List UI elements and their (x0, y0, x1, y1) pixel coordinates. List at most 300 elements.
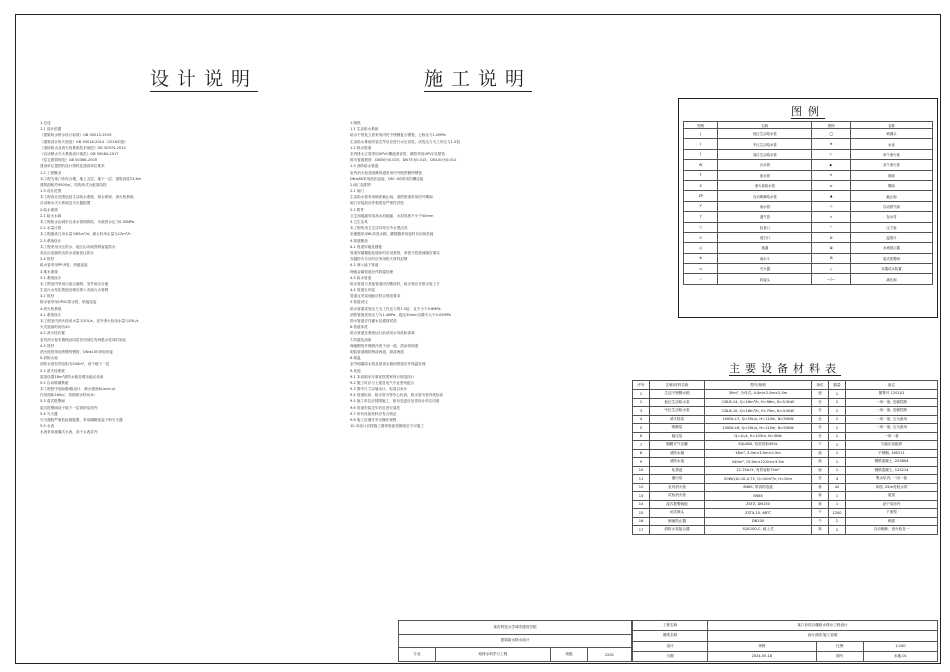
equipment-row (633, 458, 938, 467)
note-line: 消火栓管采用热镀锌钢管，DN≤100采用丝接 (40, 349, 113, 354)
note-line: 生活给水系统安装完毕后应进行水压试验，试验压力为工作压力1.5倍 (350, 139, 460, 144)
legend-label: 污水管 (718, 160, 812, 170)
equipment-cell: 中区生活给水泵 (650, 407, 705, 416)
legend-symbol: X (684, 180, 718, 190)
legend-symbol: ZP (684, 191, 718, 201)
legend-label: 末端试水装置 (850, 264, 932, 274)
equipment-cell: 1 (829, 458, 846, 467)
legend-symbol: ⊕ (684, 253, 718, 263)
legend-label: 闸阀 (850, 170, 932, 180)
note-line: 建设单位提供的设计资料及建设单位要求 (40, 164, 105, 169)
legend-row (684, 139, 933, 149)
legend-table (683, 121, 933, 285)
note-line: 2.1 阀门 (350, 189, 365, 194)
note-line: 8.保温 (350, 356, 361, 361)
equipment-cell: 集水坑内, 一用一备 (846, 475, 938, 484)
legend-symbol: W (684, 160, 718, 170)
note-line: 排水管采用UPVC排水管，粘接连接 (40, 300, 97, 305)
note-line: 本工程按中危险级Ⅰ级设计，喷水强度6L/min·㎡ (40, 387, 116, 392)
legend-symbol: ○ (684, 222, 718, 232)
equipment-cell: 一用一备 (846, 432, 938, 441)
note-line: 4.1 系统设计 (40, 312, 62, 317)
legend-symbol: ▭ (684, 264, 718, 274)
equipment-cell: 8 (633, 449, 650, 458)
equipment-cell: 铜质 (846, 517, 938, 526)
equipment-cell: 15 (633, 509, 650, 518)
note-line: 管道穿越楼板及墙体时应设套管，套管与管道间隙应填实 (350, 250, 440, 255)
note-line: DN≤80采用丝扣连接，DN＞80采用沟槽连接 (350, 176, 424, 181)
equipment-row (633, 466, 938, 475)
note-line: 3.2 管材 (40, 294, 55, 299)
equipment-cell: 17 (633, 526, 650, 535)
project-label: 工程名称 (633, 621, 708, 631)
equipment-cell: 倒流防止器 (650, 517, 705, 526)
equipment-cell: 13 (633, 492, 650, 501)
note-line: 4.2 消火栓布置 (40, 331, 65, 336)
note-line: 9.3 图中尺寸以毫米计，标高以米计 (350, 387, 408, 392)
equipment-cell: 一用一备, 互为备用 (846, 415, 938, 424)
note-line: 9.4 管道标高：给水管为管中心标高，排水管为管内底标高 (350, 393, 444, 398)
design-notes-heading: 设计说明 (150, 64, 258, 92)
equipment-cell: 屋顶 (846, 492, 938, 501)
note-line: 明装管道刷防锈漆两道，面漆两道 (350, 349, 404, 354)
legend-symbol: J (684, 129, 718, 139)
equipment-cell: 7 (633, 441, 650, 450)
legend-row (684, 243, 933, 253)
note-line: 1.3 消防给水管道 (350, 164, 379, 169)
note-line: 4.1 管道穿墙及楼板 (350, 244, 383, 249)
note-line: 给水管采用PP-R管，热熔连接 (40, 263, 88, 268)
note-line: 2.1 给水水源 (40, 213, 62, 218)
legend-symbol: —|— (812, 274, 850, 284)
equipment-cell: 6 (633, 432, 650, 441)
legend-symbol: ⊙ (684, 232, 718, 242)
equipment-row (633, 449, 938, 458)
note-line: 生活污水经化粪池处理后排入市政污水管网 (40, 288, 109, 293)
legend-symbol: ∽ (684, 274, 718, 284)
note-line: 5.管道试压 (350, 300, 368, 305)
construction-notes-text (350, 120, 620, 610)
equipment-cell: 台 (812, 432, 829, 441)
equipment-cell: 试验消火栓 (650, 492, 705, 501)
note-line: 本工程室内消火栓用水量为20L/s，室外消火栓用水量为25L/s (40, 319, 139, 323)
equipment-row (633, 500, 938, 509)
equipment-cell: 1 (829, 390, 846, 399)
note-line: 本工程为某门诊综合楼，地上五层，地下一层，建筑高度23.6m (40, 176, 142, 181)
note-line: 2.4 管材 (40, 257, 55, 262)
legend-label: 蝶阀 (850, 180, 932, 190)
note-line: 9.2 施工时应与土建及电气专业密切配合 (350, 380, 415, 385)
note-line: 4.3 给水管道 (350, 275, 372, 280)
equipment-title: 主要设备材料表 (729, 362, 841, 375)
legend-symbol: ◎ (684, 243, 718, 253)
equipment-cell: 图集号 12S101 (846, 390, 938, 399)
equipment-cell: 生活不锈钢水箱 (650, 390, 705, 399)
legend-row (684, 180, 933, 190)
equipment-cell: 自动喷淋、消火栓各一 (846, 526, 938, 535)
equipment-cell: ZSTX-15, 68℃ (705, 509, 812, 518)
note-line: 4.3 管材 (40, 343, 55, 348)
legend-title: 图例 (791, 105, 825, 118)
equipment-cell: 稳压泵 (650, 432, 705, 441)
note-line: 《消防给水及消火栓系统技术规范》GB 50974-2014 (40, 145, 126, 150)
legend-symbol: J (684, 149, 718, 159)
equipment-cell: 台 (812, 424, 829, 433)
legend-label: 地漏 (718, 243, 812, 253)
class-label: 班级 (551, 648, 588, 662)
legend-symbol: ▷ (812, 149, 850, 159)
equipment-cell: 台 (812, 407, 829, 416)
design-notes-text (40, 120, 340, 570)
note-line: 坐便器采用6L冲洗水箱，蹲便器采用延时自闭冲洗阀 (350, 232, 434, 237)
equipment-header: 备注 (846, 381, 938, 390)
equipment-cell: 台 (812, 475, 829, 484)
equipment-header: 名称/材料名称 (650, 381, 705, 390)
equipment-cell: 下垂型 (846, 509, 938, 518)
note-line: 5.1 消火栓系统 (40, 368, 65, 373)
equipment-cell: 2 (633, 398, 650, 407)
title-block (632, 620, 938, 662)
class-value: 2201 (587, 648, 631, 662)
legend-label: 低区生活给水管 (718, 129, 812, 139)
equipment-cell: 套 (812, 500, 829, 509)
legend-label: 废水管 (718, 170, 812, 180)
note-line: 给水管道与其他管道同沟敷设时，给水管应在排水管上方 (350, 281, 440, 286)
legend-symbol: ∩ (812, 212, 850, 222)
legend-symbol: F (684, 170, 718, 180)
legend-symbol: ⌐ (812, 222, 850, 232)
equipment-row (633, 517, 938, 526)
equipment-row (633, 432, 938, 441)
legend-symbol: Ø (812, 232, 850, 242)
note-line: 《自动喷水灭火系统设计规范》GB 50084-2017 (40, 151, 119, 156)
equipment-cell: Q=1L/s, H=125m, N=3kW (705, 432, 812, 441)
legend-row (684, 129, 933, 139)
equipment-cell: 100DL×7, Q=35L/s, H=110m, N=55kW (705, 415, 812, 424)
equipment-cell: 钢筋混凝土, 22S804 (846, 458, 938, 467)
equipment-cell: 14 (633, 500, 650, 509)
legend-label: 单个消火栓 (850, 149, 932, 159)
legend-symbol: Y (684, 201, 718, 211)
equipment-table (632, 380, 938, 535)
major-value: 给排水科学与工程 (435, 648, 550, 662)
legend-row (684, 232, 933, 242)
equipment-cell: 1 (829, 500, 846, 509)
note-line: 9.5 施工单位应按图施工，如有变更应征得设计单位同意 (350, 399, 440, 404)
legend-row (684, 160, 933, 170)
note-line: 《住宅建筑规范》GB 50368-2005 (40, 158, 98, 163)
note-line: 5.4 灭火器 (40, 411, 58, 416)
legend-label: 中区生活给水管 (718, 139, 812, 149)
equipment-cell: 消防水池 (650, 458, 705, 467)
note-line: 9.其他 (350, 368, 361, 373)
note-line: 1.2 工程概况 (40, 170, 62, 175)
legend-symbol: ◇ (812, 201, 850, 211)
equipment-cell: 座 (812, 466, 829, 475)
legend-symbol: ▶ (812, 160, 850, 170)
note-line: 室外明露给水管及屋顶水箱间管道应作保温处理 (350, 362, 426, 367)
legend-label: 自动喷淋给水管 (718, 191, 812, 201)
equipment-row (633, 492, 938, 501)
note-line: 1.1 设计依据 (40, 127, 62, 132)
note-line: 5.3 湿式报警阀 (40, 399, 65, 404)
equipment-cell: 个 (812, 509, 829, 518)
note-line: 室内消火栓布置保证同层任何部位有两股水柱同时到达 (40, 337, 127, 342)
note-line: 排水管道应作灌水及通球试验 (350, 319, 397, 323)
note-line: 9.8 施工应遵守安全操作规程 (350, 418, 397, 422)
note-line: 5.消防水池 (40, 356, 58, 361)
note-line: 自动喷水灭火系统及灭火器配置 (40, 201, 91, 206)
note-line: 室内消火栓及喷淋管道采用内外壁热镀锌钢管 (350, 170, 422, 175)
legend-label: 消火栓给水管 (718, 180, 812, 190)
equipment-row (633, 424, 938, 433)
note-line: 屋顶设置18m³消防水箱及增压稳压设备 (40, 374, 104, 379)
equipment-row (633, 483, 938, 492)
note-line: 6.管道冲洗 (350, 325, 368, 330)
equipment-row (633, 509, 938, 518)
equipment-cell: 2 (829, 407, 846, 416)
equipment-cell: 12-75A1Y, 有效容积75m³ (705, 466, 812, 475)
scale-label: 比例 (816, 641, 863, 651)
note-line: 灭火器按严重危险级配置，采用磷酸铵盐干粉灭火器 (40, 418, 123, 422)
note-line: 1.图纸 (350, 121, 361, 125)
equipment-cell: 2 (829, 398, 846, 407)
equipment-cell: SN65, 带消防卷盘 (705, 483, 812, 492)
drawing-name: 设计说明 施工说明 (707, 631, 937, 641)
note-line: 建筑面积约9500㎡，结构形式为框架结构 (40, 182, 107, 187)
note-line: 5.2 自动喷淋系统 (40, 380, 69, 385)
equipment-cell: 喷淋泵 (650, 424, 705, 433)
note-line: 作用面积160㎡，持续喷水时间1h (40, 393, 95, 398)
note-line: 2.给水系统 (40, 207, 58, 212)
equipment-cell: SQL800, 有效容积450L (705, 441, 812, 450)
note-line: 1.总述 (40, 121, 51, 125)
note-line: 本工程采用分区供水，低区由市政管网直接供水 (40, 244, 116, 249)
equipment-cell: 1200 (829, 509, 846, 518)
note-line: 本工程设计范围包括生活给水系统、排水系统、消火栓系统、 (40, 195, 138, 200)
legend-row (684, 264, 933, 274)
major-label: 专业 (399, 648, 436, 662)
school-name: 某市科技大学城市建设学院 (399, 621, 632, 635)
note-line: 埋地钢管外壁刷冷底子油一道、热沥青两道 (350, 343, 419, 348)
note-line: 卫生间地漏采用高水封地漏，水封高度不小于50mm (350, 213, 434, 218)
equipment-cell: 台 (812, 398, 829, 407)
equipment-cell: 湿式报警阀组 (650, 500, 705, 509)
equipment-cell: 潜污泵 (650, 475, 705, 484)
equipment-cell: 闭式喷头 (650, 509, 705, 518)
equipment-cell: SQS100-C, 地上式 (705, 526, 812, 535)
equipment-cell: 50WQ10-10-0.75, Q=10m³/h, H=10m (705, 475, 812, 484)
equipment-cell: 10 (633, 466, 650, 475)
legend-label: 减压阀 (850, 274, 932, 284)
equipment-cell: 一用一备, 互为备用 (846, 424, 938, 433)
legend-label: 自动排气阀 (850, 201, 932, 211)
equipment-cell: 4 (633, 415, 650, 424)
note-line: 9.6 管道安装完毕后应进行清洗 (350, 405, 400, 410)
equipment-cell: 42 (829, 483, 846, 492)
legend-row (684, 253, 933, 263)
note-line: 1.3 设计范围 (40, 189, 62, 194)
legend-label: 高区生活给水管 (718, 149, 812, 159)
project-name: 某门诊综合楼给水排水工程设计 (707, 621, 937, 631)
note-line: 4.2 埋入地下管道 (350, 263, 379, 268)
legend-label: 截止阀 (850, 191, 932, 201)
legend-label: 喷淋头 (850, 129, 932, 139)
equipment-row (633, 526, 938, 535)
equipment-cell: 2 (829, 432, 846, 441)
equipment-cell: 套 (812, 492, 829, 501)
legend-row (684, 149, 933, 159)
equipment-row (633, 441, 938, 450)
legend-label: 雨水斗 (718, 253, 812, 263)
equipment-cell: 1 (829, 466, 846, 475)
legend-symbol: ▲ (812, 191, 850, 201)
equipment-header: 型号/规格 (705, 381, 812, 390)
equipment-cell: 100DL×6, Q=30L/s, H=115m, N=55kW (705, 424, 812, 433)
equipment-row (633, 398, 938, 407)
equipment-cell: 9 (633, 458, 650, 467)
equipment-cell: 30m³, 分体式, 4.0m×2.0m×2.5m (705, 390, 812, 399)
equipment-cell: 1 (829, 449, 846, 458)
equipment-cell: 套 (812, 526, 829, 535)
note-line: 本工程给水由城市自来水管网供给，市政供水压力0.30MPa (40, 220, 135, 224)
note-line: 生活给水管采用铜质截止阀，消防管道采用信号蝶阀 (350, 195, 433, 200)
note-line: 本工程所用卫生洁具均为节水型洁具 (350, 226, 408, 231)
legend-header: 名称 (850, 122, 932, 129)
note-line: 穿越防火分区时应采用防火材料封堵 (350, 257, 408, 262)
note-line: 阀门安装前应作强度及严密性试验 (350, 201, 404, 206)
note-line: 9.1 本说明未尽事宜按国家现行规范执行 (350, 374, 415, 379)
legend-label: 双个消火栓 (850, 160, 932, 170)
legend-panel (678, 98, 938, 318)
legend-label: 雨水管 (718, 201, 812, 211)
equipment-cell: 16 (633, 517, 650, 526)
note-line: 3.排水系统 (40, 269, 58, 274)
equipment-cell: 一用一备, 变频控制 (846, 407, 938, 416)
school-dept: 建筑给水排水设计 (399, 634, 632, 648)
note-line: 给水管道试验压力为工作压力的1.5倍，且不小于0.6MPa (350, 306, 441, 311)
note-line: 室内排水立管采用UPVC螺旋消音管，横管采用UPVC实壁管 (350, 151, 445, 156)
legend-header: 名称 (718, 122, 812, 129)
note-line: 3.1 系统设计 (40, 275, 62, 280)
legend-row (684, 191, 933, 201)
legend-row (684, 201, 933, 211)
equipment-cell: DN100 (705, 517, 812, 526)
legend-row (684, 222, 933, 232)
equipment-cell: 座 (812, 390, 829, 399)
equipment-cell: 18m³, 3.0m×3.0m×2.5m (705, 449, 812, 458)
legend-label: 水流指示器 (850, 243, 932, 253)
scale-value: 1:100 (863, 641, 937, 651)
note-line: 《建筑设计防火规范》GB 50016-2014（2018年版） (40, 139, 128, 144)
equipment-cell: 与稳压泵配套 (846, 441, 938, 450)
equipment-cell: CDL8-14, Q=16m³/h, H=96m, N=5.5kW (705, 398, 812, 407)
legend-label: 软接头 (718, 274, 812, 284)
equipment-cell: 座 (812, 458, 829, 467)
equipment-cell: 隔膜式气压罐 (650, 441, 705, 450)
equipment-cell: 2 (829, 517, 846, 526)
note-line: 2.2 附件 (350, 207, 365, 212)
equipment-cell: 1 (829, 441, 846, 450)
note-line: 9.7 所有设备材料应有合格证 (350, 411, 397, 416)
legend-header: 图例 (684, 122, 718, 129)
drawing-label: 图纸名称 (633, 631, 708, 641)
equipment-cell: 12 (633, 483, 650, 492)
legend-row (684, 274, 933, 284)
note-line: 1.1 生活给水系统 (350, 127, 379, 132)
legend-row (684, 212, 933, 222)
note-line: 7.防腐及油漆 (350, 337, 372, 342)
note-line: 消防水池有效容积为540m³，设于地下一层 (40, 362, 110, 367)
equipment-cell: CDL8-10, Q=16m³/h, H=70m, N=4.0kW (705, 407, 812, 416)
equipment-cell: 540m³, 15.0m×12.0m×3.5m (705, 458, 812, 467)
legend-label: 存水弯 (850, 212, 932, 222)
equipment-cell: 台 (812, 415, 829, 424)
equipment-cell: 不锈钢, 16S211 (846, 449, 938, 458)
equipment-cell: 套 (812, 483, 829, 492)
note-line: 《建筑给水排水设计标准》GB 50015-2019 (40, 133, 112, 138)
note-line: 高区由变频恒压供水设备加压供水 (40, 250, 94, 255)
equipment-cell: SN65 (705, 492, 812, 501)
equipment-cell: 个 (812, 517, 829, 526)
legend-symbol: ◯ (812, 129, 850, 139)
legend-symbol: ⊥ (812, 264, 850, 274)
legend-symbol: T (684, 212, 718, 222)
note-line: 火灾延续时间为2h (40, 325, 70, 330)
note-line: 4.消火栓系统 (40, 306, 62, 311)
designer-label: 设计 (633, 641, 708, 651)
equipment-cell: 低区生活给水泵 (650, 398, 705, 407)
legend-header: 图例 (812, 122, 850, 129)
note-line: 埋地金属管道应作防腐处理 (350, 269, 394, 274)
note-line: 排水管道坡度：DN50为0.025，DN75为0.015，DN100为0.012 (350, 158, 457, 163)
equipment-cell: 1 (633, 390, 650, 399)
legend-label: 检查口 (718, 222, 812, 232)
note-line: 2.2 水量计算 (40, 226, 62, 231)
note-line: 2.阀门及附件 (350, 182, 372, 187)
note-line: 湿式报警阀设于地下一层消防泵房内 (40, 405, 98, 410)
equipment-cell: 5 (633, 424, 650, 433)
legend-symbol: ⊳ (812, 180, 850, 190)
equipment-cell: 2 (829, 424, 846, 433)
equipment-cell: 一用一备, 变频控制 (846, 398, 938, 407)
legend-symbol: ✕ (812, 170, 850, 180)
equipment-cell: 室内消火栓 (650, 483, 705, 492)
checker-label: 审核 (707, 641, 816, 651)
legend-symbol: ⊞ (812, 253, 850, 263)
note-line: 本工程室内采用污废合流制，室外雨污分流 (40, 281, 109, 286)
equipment-cell: 钢筋混凝土, 12S214 (846, 466, 938, 475)
drawing-no-value: 水施-01 (863, 651, 937, 661)
note-line: 给水管道在系统运行前须用水冲洗和消毒 (350, 331, 415, 336)
equipment-cell: 3 (633, 407, 650, 416)
equipment-row (633, 390, 938, 399)
equipment-header: 序号 (633, 381, 650, 390)
equipment-cell: 消火栓泵 (650, 415, 705, 424)
note-line: 3.卫生洁具 (350, 220, 368, 224)
equipment-cell: 4 (829, 475, 846, 484)
legend-label: 清扫口 (718, 232, 812, 242)
note-line: 5.5 水表 (40, 424, 55, 429)
legend-label: 灭火器 (718, 264, 812, 274)
legend-label: 湿式报警阀 (850, 253, 932, 263)
note-line: 水表采用旋翼式水表，设于水表井内 (40, 430, 98, 435)
legend-label: 压力表 (850, 222, 932, 232)
equipment-cell: 消防水箱 (650, 449, 705, 458)
legend-label: 水表 (850, 139, 932, 149)
equipment-cell: 2 (829, 415, 846, 424)
equipment-cell: 单栓, 25m衬胶水带 (846, 483, 938, 492)
